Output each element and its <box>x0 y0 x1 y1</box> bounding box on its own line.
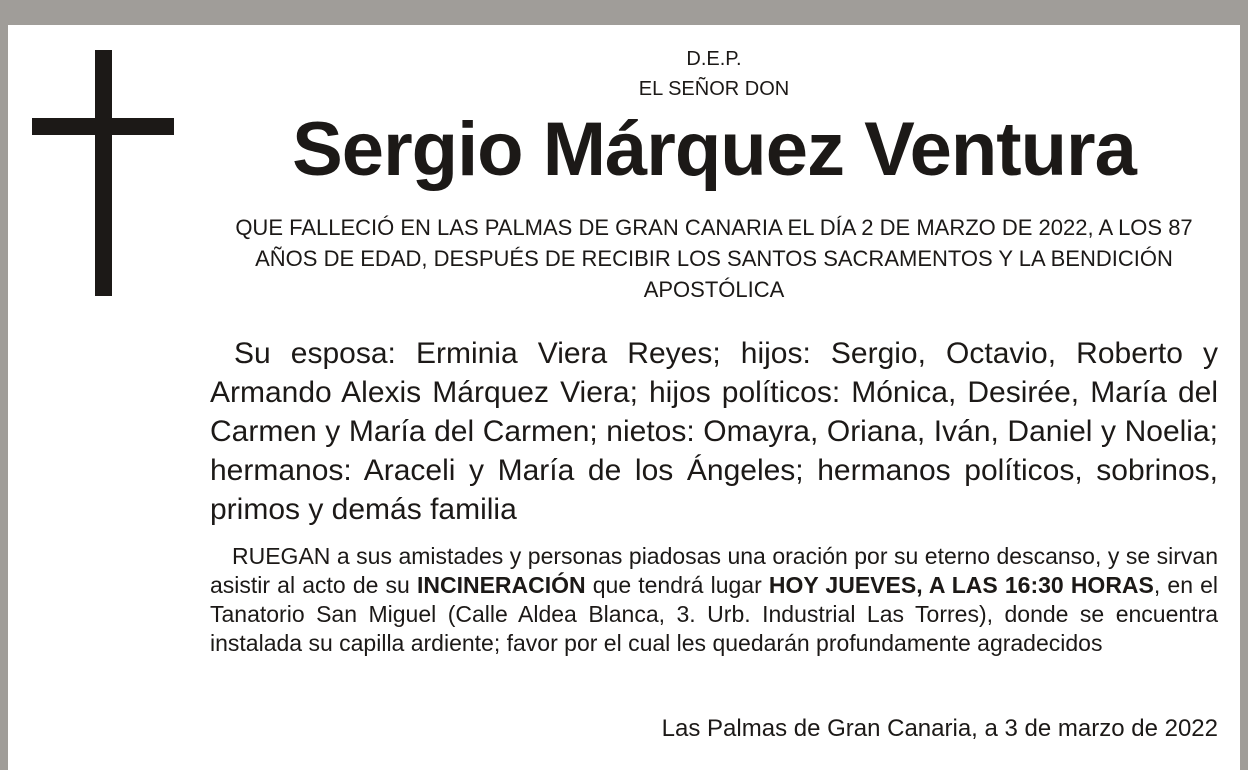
right-border <box>1240 25 1248 770</box>
request-text-3: , en el Tanatorio San Miguel (Calle Aldea Blanca, 3. Urb. Industrial Las Torres), donde se encuentra instalada su capilla ardiente; favor por el cual les quedarán profundamente agradecidos <box>210 572 1219 656</box>
request-text-1: RUEGAN a sus amistades y personas piadosas una oración por su eterno descanso, y se sirvan asistir al acto de su <box>210 543 1218 598</box>
top-border <box>0 0 1248 25</box>
request-paragraph <box>210 542 1218 658</box>
deceased-name: Sergio Márquez Ventura <box>292 107 1136 192</box>
cross-icon <box>32 50 174 296</box>
closing-date-line: Las Palmas de Gran Canaria, a 3 de marzo de 2022 <box>661 715 1218 742</box>
family-paragraph: Su esposa: Erminia Viera Reyes; hijos: Sergio, Octavio, Roberto y Armando Alexis Márquez Viera; hijos políticos: Mónica, Desirée, María del Carmen y María del Carmen; nietos: Omayra, Oriana, Iván, Daniel y Noelia; hermanos: Araceli y María de los Ángeles; hermanos políticos, sobrinos, primos y demás familia <box>210 337 1218 526</box>
cross-vertical-bar <box>95 50 112 296</box>
honorific-heading: EL SEÑOR DON <box>638 78 790 100</box>
request-time: HOY JUEVES, A LAS 16:30 HORAS <box>768 572 1154 598</box>
request-text-2: que tendrá lugar <box>585 572 769 598</box>
left-border <box>0 25 8 770</box>
dep-heading: D.E.P. <box>686 48 742 70</box>
request-incineracion: INCINERACIÓN <box>416 572 586 598</box>
death-notice: QUE FALLECIÓ EN LAS PALMAS DE GRAN CANARIA EL DÍA 2 DE MARZO DE 2022, A LOS 87 AÑOS DE EDAD, DESPUÉS DE RECIBIR LOS SANTOS SACRAMENTOS Y LA BENDICIÓN APOSTÓLICA <box>235 215 1193 302</box>
cross-horizontal-bar <box>32 118 174 135</box>
